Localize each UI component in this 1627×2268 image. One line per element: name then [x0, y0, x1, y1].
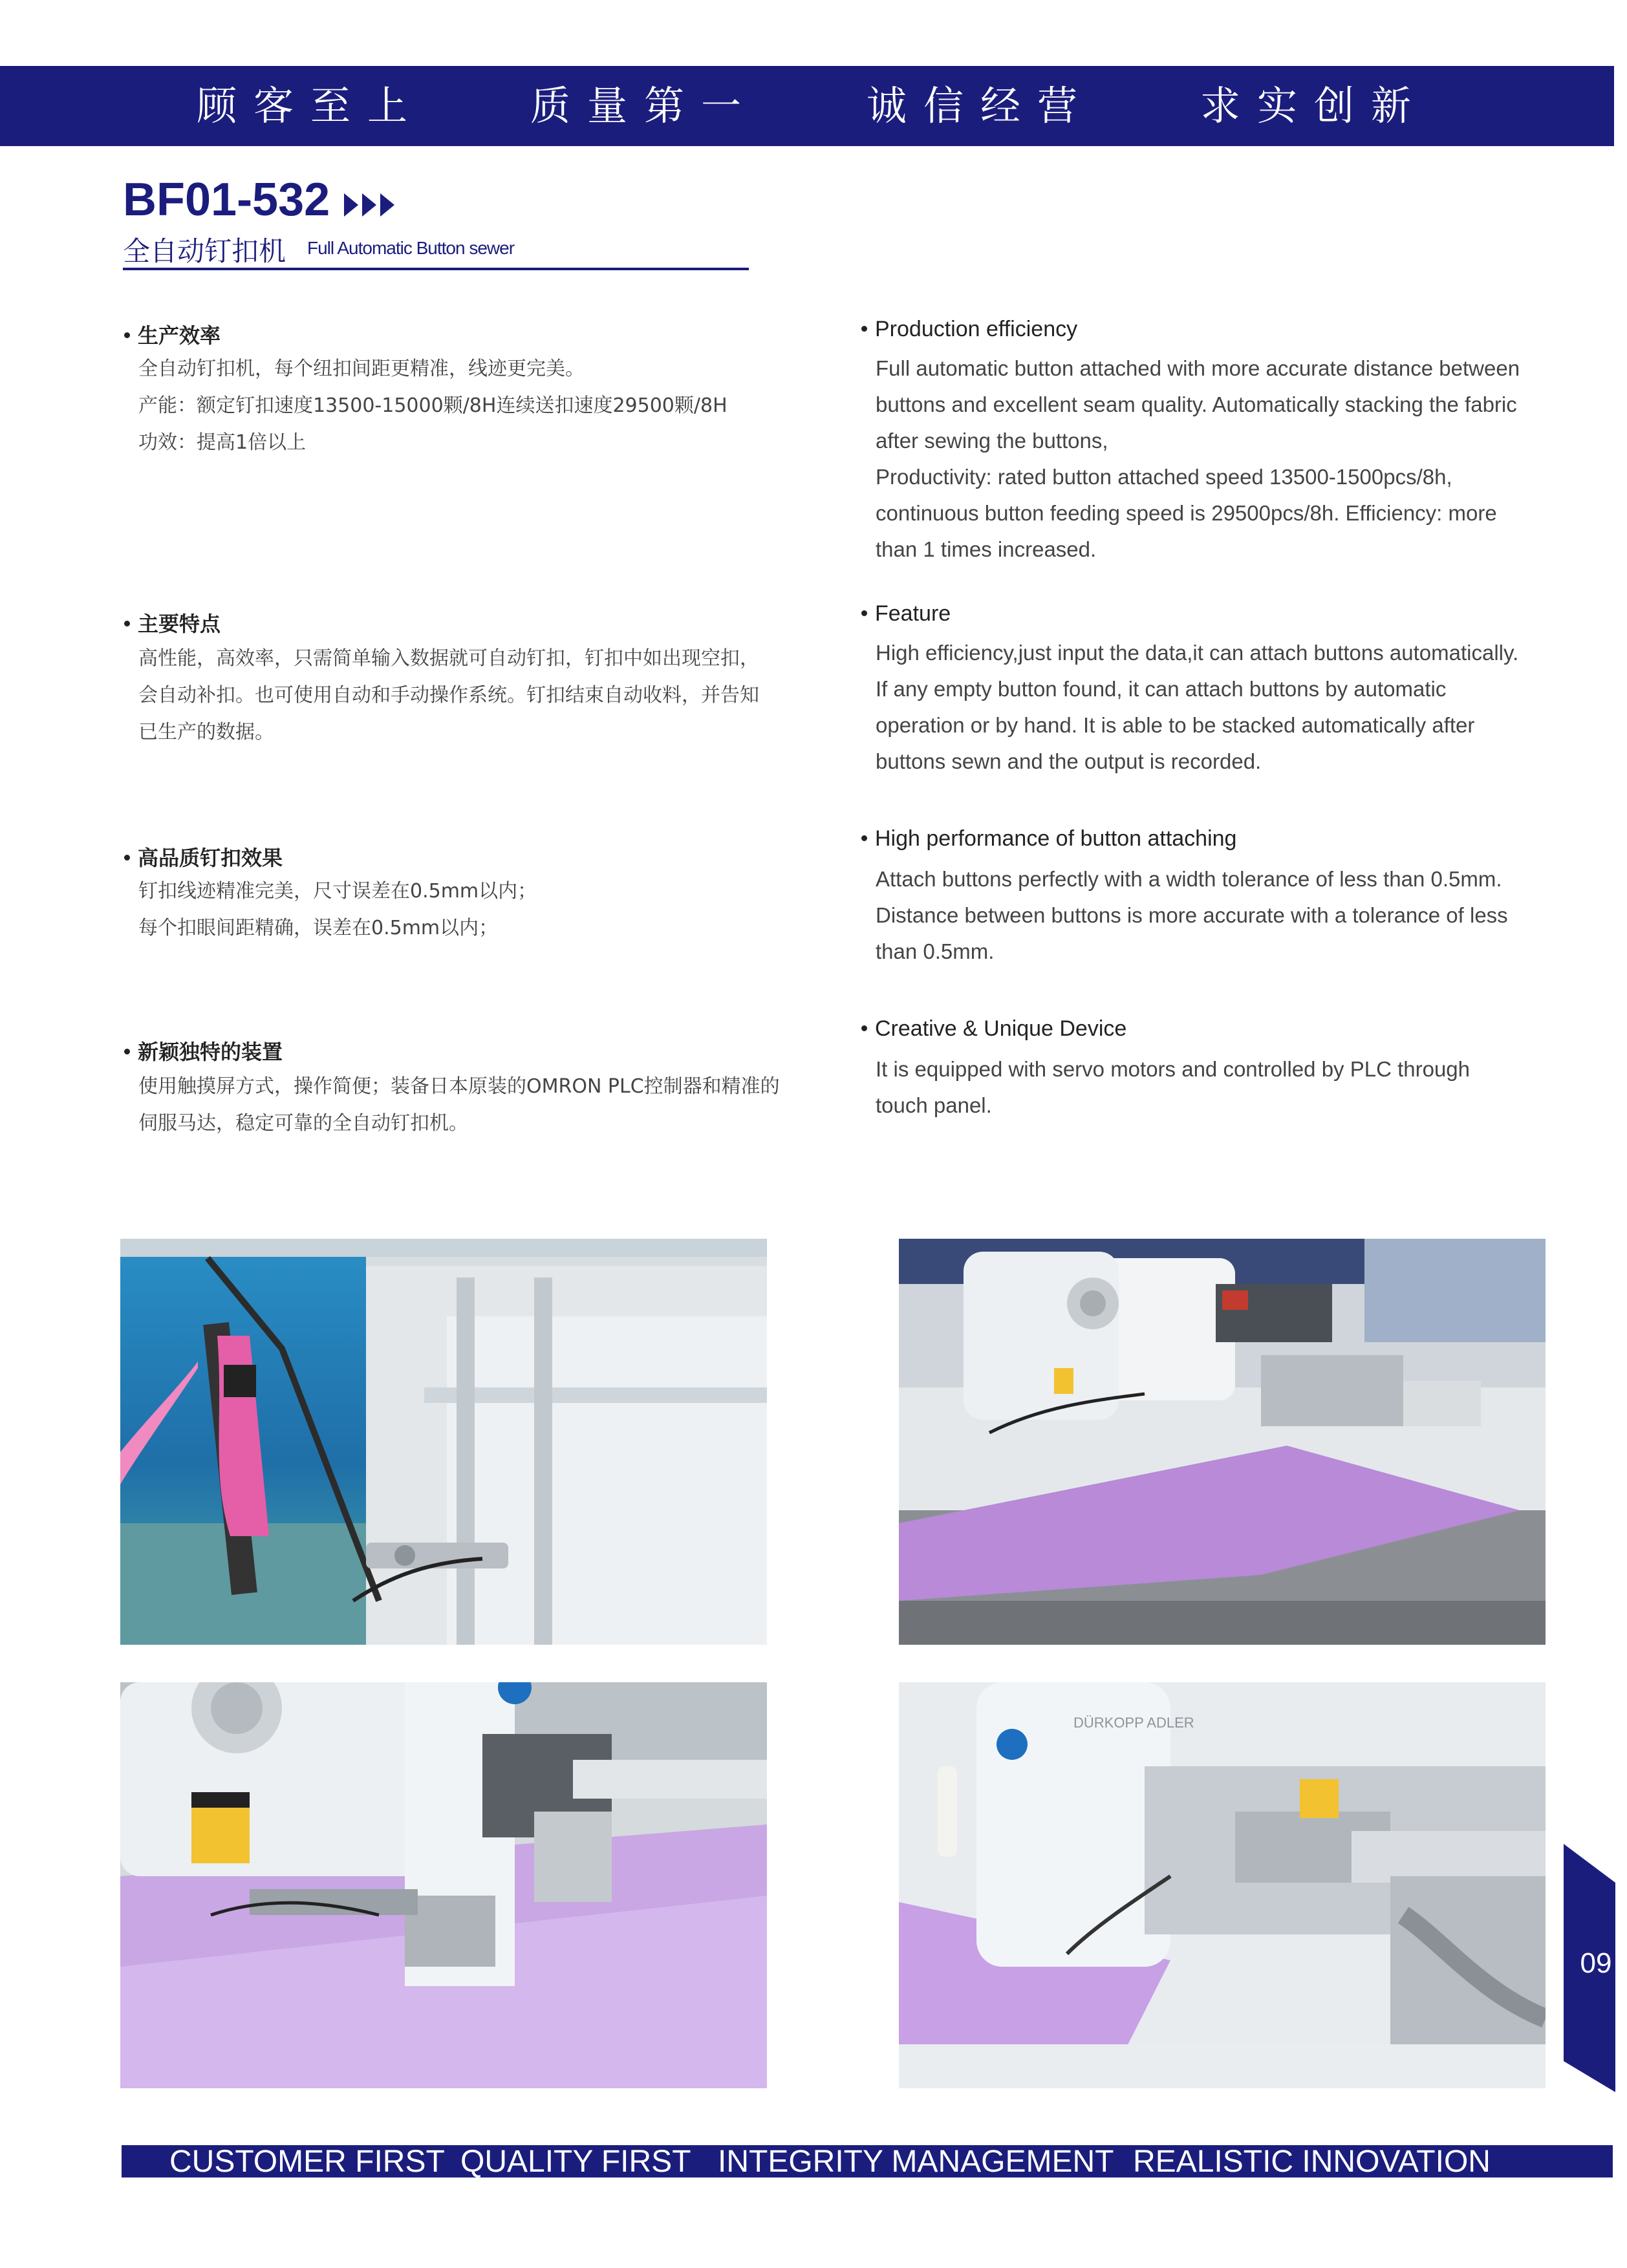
bullet-icon: [861, 1025, 867, 1031]
section-body-en-feature: High efficiency,just input the data,it can attach buttons automatically. If any empty button found, it can attach buttons by automatic operation or by hand. It is able to be stacked automatically after buttons sewn and the output is recorded.: [876, 641, 1519, 773]
section-heading-en-feature: Feature: [861, 601, 951, 626]
section-body-en-device: It is equipped with servo motors and controlled by PLC through touch panel.: [876, 1057, 1471, 1117]
section-body-en-performance: Attach buttons perfectly with a width tolerance of less than 0.5mm. Distance between buttons is more accurate with a tolerance of less than 0.5mm.: [876, 867, 1508, 963]
bullet-icon: [861, 326, 867, 332]
photo-machine-overview: [899, 1239, 1546, 1645]
bullet-icon: [861, 610, 867, 616]
bottom-slogan-banner: [122, 2145, 1613, 2177]
brand-plate-text: DÜRKOPP ADLER: [1073, 1715, 1194, 1731]
product-name-cn: 全自动钉扣机: [123, 235, 286, 267]
top-slogan-banner: [0, 66, 1614, 146]
product-name-en: Full Automatic Button sewer: [307, 238, 515, 258]
section-heading-cn-quality: 高品质钉扣效果: [124, 842, 283, 872]
photo-sewing-head-closeup: [120, 1682, 767, 2088]
section-body-en-efficiency: Full automatic button attached with more accurate distance between buttons and excellent seam quality. Automatically stacking the fabric after sewing the buttons, Productivity: rated button attached speed 13500-1500pcs/8h, continuous button feeding speed is 29500pcs/8h. Efficiency: more than 1 times increased.: [876, 356, 1520, 561]
page-number: 09: [1580, 1947, 1612, 1979]
triple-arrow-icon: [344, 192, 396, 218]
section-heading-cn-efficiency: 生产效率: [124, 319, 221, 349]
slogan-innovation-cn: 求实创新: [1200, 82, 1428, 129]
bullet-icon: [861, 835, 867, 841]
slogan-integrity-en: INTEGRITY MANAGEMENT: [718, 2145, 1114, 2179]
slogan-integrity-cn: 诚信经营: [867, 82, 1095, 129]
photo-fabric-stacker: [120, 1239, 767, 1645]
slogan-customer-first-cn: 顾客至上: [197, 82, 425, 129]
slogan-customer-first-en: CUSTOMER FIRST: [169, 2145, 445, 2179]
title-underline: [123, 268, 749, 270]
bullet-icon: [124, 621, 130, 626]
section-heading-cn-features: 主要特点: [124, 608, 221, 637]
slogan-innovation-en: REALISTIC INNOVATION: [1133, 2145, 1491, 2179]
bullet-icon: [124, 855, 130, 861]
section-heading-en-device: Creative & Unique Device: [861, 1016, 1126, 1042]
product-model-title: BF01-532: [123, 174, 330, 226]
slogan-quality-first-en: QUALITY FIRST: [460, 2145, 691, 2179]
slogan-quality-first-cn: 质量第一: [530, 82, 759, 129]
section-body-cn-efficiency: 全自动钉扣机，每个纽扣间距更精准，线迹更完美。 产能：额定钉扣速度13500-15000颗/8H连续送扣速度29500颗/8H 功效：提高1倍以上: [138, 358, 727, 454]
section-body-cn-quality: 钉扣线迹精准完美，尺寸误差在0.5mm以内； 每个扣眼间距精确，误差在0.5mm以内；: [138, 880, 537, 939]
section-body-cn-device: 使用触摸屏方式，操作简便；装备日本原装的OMRON PLC控制器和精准的 伺服马达，稳定可靠的全自动钉扣机。: [138, 1075, 780, 1135]
section-heading-en-efficiency: Production efficiency: [861, 317, 1077, 342]
section-heading-en-performance: High performance of button attaching: [861, 826, 1236, 851]
section-body-cn-features: 高性能，高效率，只需简单输入数据就可自动钉扣，钉扣中如出现空扣， 会自动补扣。也可使用自动和手动操作系统。钉扣结束自动收料，并告知 已生产的数据。: [138, 647, 759, 744]
bullet-icon: [124, 1049, 130, 1054]
bullet-icon: [124, 332, 130, 338]
photo-button-feeder: [899, 1682, 1546, 2088]
section-heading-cn-device: 新颖独特的装置: [124, 1036, 283, 1065]
